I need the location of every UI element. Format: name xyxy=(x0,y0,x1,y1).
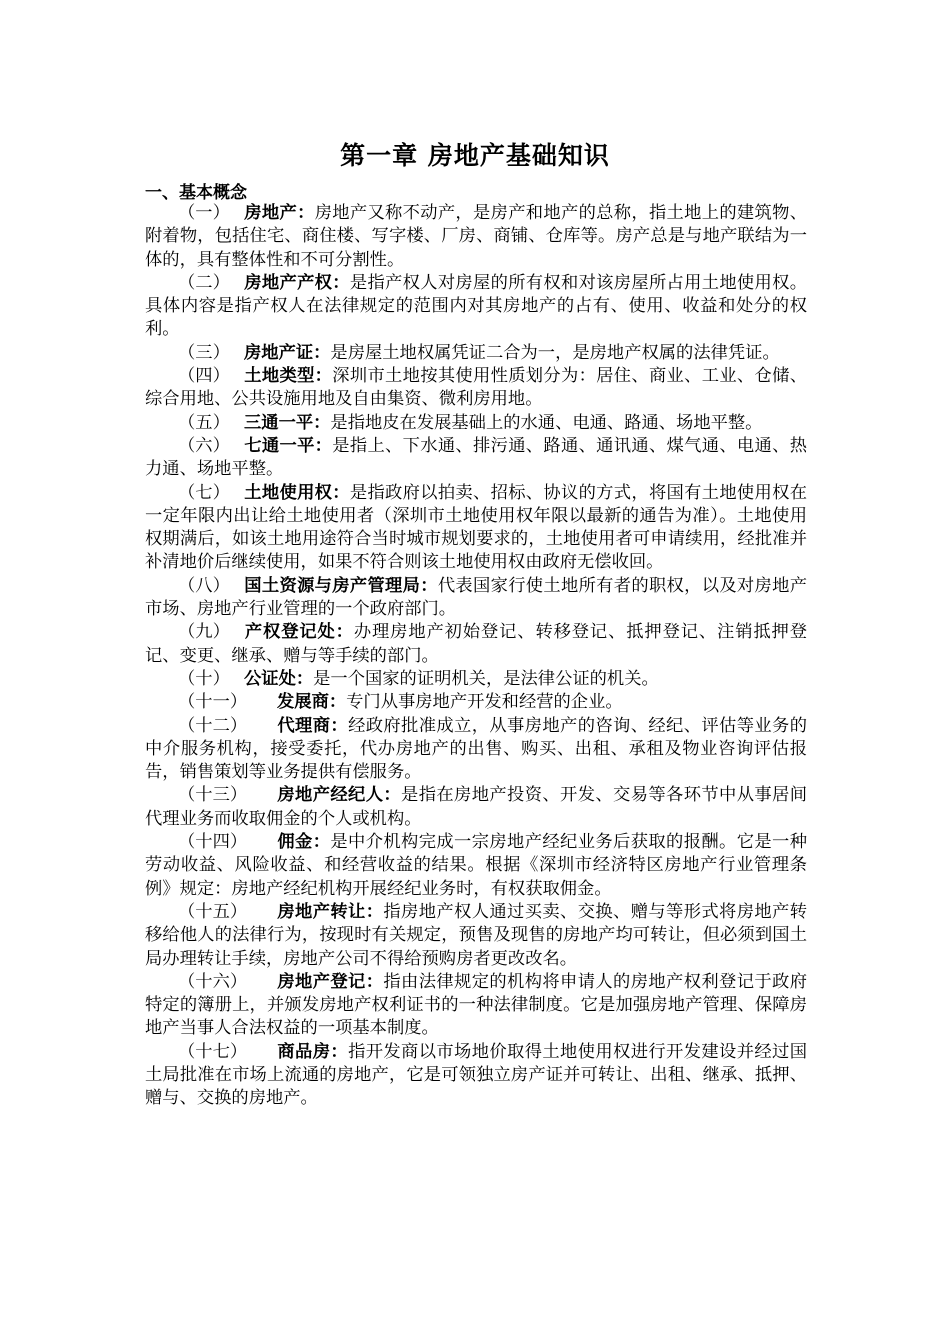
entry-number: （九） xyxy=(178,622,230,643)
entry-term: 房地产转让： xyxy=(277,901,384,922)
entry-term: 房地产登记： xyxy=(277,971,384,992)
entry-number: （十三） xyxy=(178,785,248,806)
entry-term: 七通一平： xyxy=(244,435,333,456)
entry-text: 是中介机构完成一宗房地产经纪业务后获取的报酬。它是一种劳动收益、风险收益、和经营收益的结果。根据《深圳市经济特区房地产行业管理条例》规定：房地产经纪机构开展经纪业务时，有权获取佣金。 xyxy=(145,832,807,899)
entry-text: 是指在房地产投资、开发、交易等各环节中从事居间代理业务而收取佣金的个人或机构。 xyxy=(145,785,807,829)
definition-entry xyxy=(145,202,807,272)
entry-number: （十二） xyxy=(178,715,248,736)
entry-number: （六） xyxy=(178,435,230,456)
entry-text: 代表国家行使土地所有者的职权，以及对房地产市场、房地产行业管理的一个政府部门。 xyxy=(145,575,807,620)
entry-number: （八） xyxy=(178,575,230,596)
definition-entry xyxy=(145,272,807,342)
entry-number: （一） xyxy=(178,203,230,223)
entry-number: （十七） xyxy=(178,1041,248,1062)
entry-term: 房地产证： xyxy=(244,342,331,363)
definition-entry xyxy=(145,668,807,691)
entry-term: 发展商： xyxy=(277,692,347,713)
definition-entry xyxy=(145,971,807,1041)
definition-entry xyxy=(145,901,807,971)
definition-entry xyxy=(145,715,807,785)
entry-term: 土地使用权： xyxy=(244,482,350,503)
entry-number: （十一） xyxy=(178,692,248,713)
entry-number: （十四） xyxy=(178,832,248,853)
chapter-title: 第一章 房地产基础知识 xyxy=(340,141,610,170)
entry-term: 房地产经纪人： xyxy=(277,785,402,806)
section-heading: 一、基本概念 xyxy=(145,183,247,203)
definition-entry xyxy=(145,412,807,435)
entry-number: （十六） xyxy=(178,971,248,992)
entry-text: 办理房地产初始登记、转移登记、抵押登记、注销抵押登记、变更、继承、赠与等手续的部门。 xyxy=(145,622,807,666)
entry-term: 公证处： xyxy=(244,668,314,689)
entry-text: 是指地皮在发展基础上的水通、电通、路通、场地平整。 xyxy=(330,412,763,433)
definition-entry xyxy=(145,691,807,714)
definition-entry xyxy=(145,621,807,668)
entry-text: 深圳市土地按其使用性质划分为：居住、商业、工业、仓储、综合用地、公共设施用地及自由集资、微利房用地。 xyxy=(145,366,807,410)
definition-entry xyxy=(145,482,807,575)
entry-text: 指由法律规定的机构将申请人的房地产权利登记于政府特定的簿册上，并颁发房地产权利证书的一种法律制度。它是加强房地产管理、保障房地产当事人合法权益的一项基本制度。 xyxy=(145,971,807,1039)
entry-text: 是一个国家的证明机关，是法律公证的机关。 xyxy=(313,668,659,689)
definition-entry xyxy=(145,831,807,901)
entry-term: 房地产： xyxy=(244,203,315,223)
definition-entry xyxy=(145,784,807,831)
entry-number: （五） xyxy=(178,412,230,433)
entry-number: （十） xyxy=(178,668,230,689)
entry-text: 专门从事房地产开发和经营的企业。 xyxy=(346,692,623,713)
entry-text: 是指产权人对房屋的所有权和对该房屋所占用土地使用权。具体内容是指产权人在法律规定的范围内对其房地产的占有、使用、收益和处分的权利。 xyxy=(145,272,807,340)
definition-entry xyxy=(145,575,807,622)
entry-number: （十五） xyxy=(178,901,248,922)
entry-term: 产权登记处： xyxy=(244,622,354,643)
entry-text: 房地产又称不动产，是房产和地产的总称，指土地上的建筑物、附着物，包括住宅、商住楼、写字楼、厂房、商铺、仓库等。房产总是与地产联结为一体的，具有整体性和不可分割性。 xyxy=(145,203,807,270)
definitions-list xyxy=(145,202,807,1111)
entry-text: 是指政府以拍卖、招标、协议的方式，将国有土地使用权在一定年限内出让给土地使用者（深圳市土地使用权年限以最新的通告为准）。土地使用权期满后，如该土地用途符合当时城市规划要求的，土地使用者可申请续用，经批准并补清地价后继续使用，如果不符合则该土地使用权由政府无偿收回。 xyxy=(145,482,807,573)
entry-text: 是指上、下水通、排污通、路通、通讯通、煤气通、电通、热力通、场地平整。 xyxy=(145,435,807,480)
entry-text: 经政府批准成立，从事房地产的咨询、经纪、评估等业务的中介服务机构，接受委托，代办房地产的出售、购买、出租、承租及物业咨询评估报告，销售策划等业务提供有偿服务。 xyxy=(145,715,807,783)
entry-number: （四） xyxy=(178,366,230,387)
entry-term: 三通一平： xyxy=(244,412,331,433)
entry-term: 商品房： xyxy=(277,1041,349,1062)
entry-number: （七） xyxy=(178,482,230,503)
entry-text: 是房屋土地权属凭证二合为一，是房地产权属的法律凭证。 xyxy=(330,342,780,363)
entry-number: （二） xyxy=(178,272,230,293)
entry-text: 指房地产权人通过买卖、交换、赠与等形式将房地产转移给他人的法律行为，按现时有关规定，预售及现售的房地产均可转让，但必须到国土局办理转让手续，房地产公司不得给预购房者更改改名。 xyxy=(145,901,807,969)
entry-term: 房地产产权： xyxy=(244,272,350,293)
definition-entry xyxy=(145,342,807,365)
entry-number: （三） xyxy=(178,342,230,363)
definition-entry xyxy=(145,1041,807,1111)
entry-term: 国土资源与房产管理局： xyxy=(244,575,438,596)
entry-text: 指开发商以市场地价取得土地使用权进行开发建设并经过国土局批准在市场上流通的房地产，它是可领独立房产证并可转让、出租、继承、抵押、赠与、交换的房地产。 xyxy=(145,1041,807,1109)
definition-entry xyxy=(145,365,807,412)
entry-term: 土地类型： xyxy=(244,366,333,387)
definition-entry xyxy=(145,435,807,482)
entry-term: 佣金： xyxy=(277,832,331,853)
entry-term: 代理商： xyxy=(277,715,349,736)
